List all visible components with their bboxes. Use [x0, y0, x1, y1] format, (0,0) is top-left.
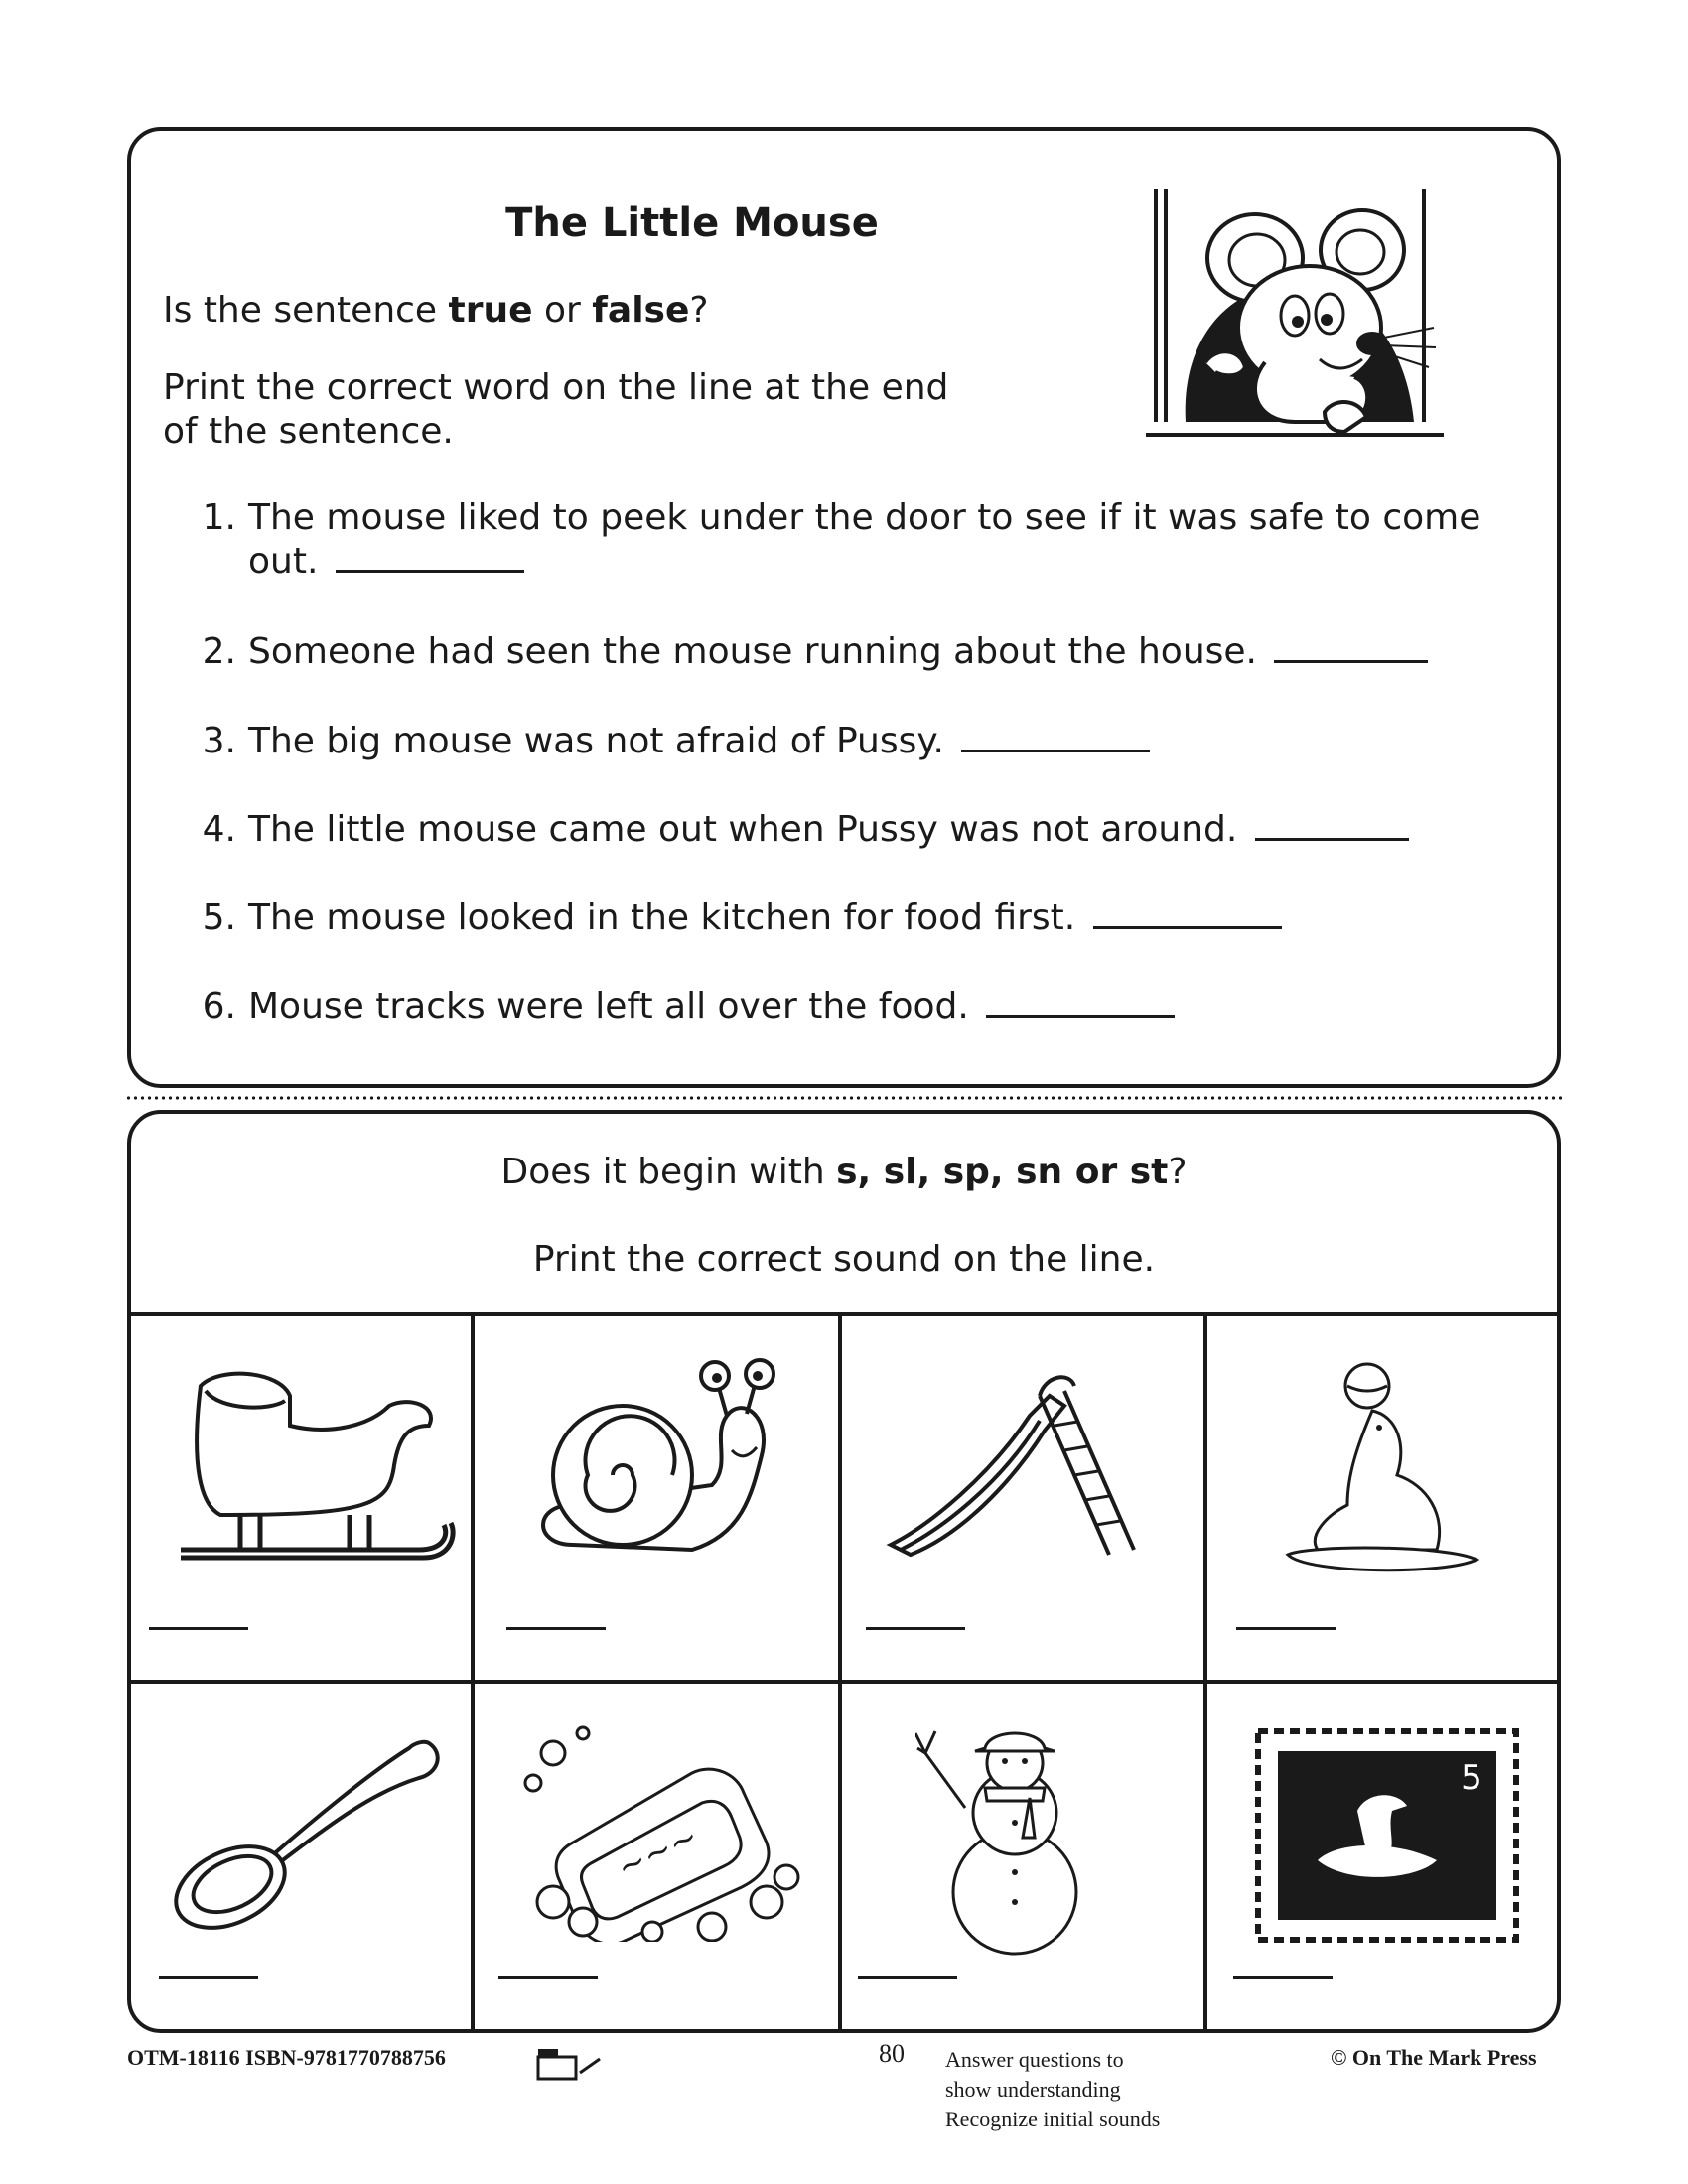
question-text: Someone had seen the mouse running about the house. [248, 631, 1257, 672]
question-text: Mouse tracks were left all over the food. [248, 986, 969, 1026]
instruction-sounds [131, 1152, 1557, 1192]
false-word: false [592, 290, 690, 331]
answer-line[interactable] [986, 985, 1175, 1018]
initial-sounds-section [127, 1110, 1561, 2033]
stamp-value: 5 [1461, 1758, 1482, 1798]
mouse-icon [1146, 189, 1444, 447]
answer-line[interactable] [1255, 808, 1409, 841]
true-word: true [448, 290, 533, 331]
sound-options: s, sl, sp, sn or st [836, 1152, 1169, 1192]
instruction-text: or [532, 290, 593, 331]
answer-line[interactable] [336, 540, 524, 573]
grid-divider [1203, 1316, 1207, 2033]
instruction-print-line1: Print the correct word on the line at the end [163, 367, 949, 408]
picture-grid [131, 1312, 1557, 2033]
question-text: The big mouse was not afraid of Pussy. [248, 721, 944, 761]
page-number: 80 [879, 2039, 905, 2068]
instruction-print-sound: Print the correct sound on the line. [532, 1239, 1156, 1280]
worksheet-title: The Little Mouse [505, 201, 879, 246]
sound-answer-line[interactable] [1236, 1627, 1336, 1630]
sound-answer-line[interactable] [506, 1627, 606, 1630]
sound-answer-line[interactable] [149, 1627, 248, 1630]
question-number: 1. [202, 497, 236, 538]
question-number: 5. [202, 897, 236, 938]
sound-answer-line[interactable] [866, 1627, 965, 1630]
question-text: The little mouse came out when Pussy was not around. [248, 809, 1238, 850]
question-number: 4. [202, 809, 236, 850]
instruction-true-false [163, 290, 709, 331]
grid-divider [131, 1680, 1557, 1684]
grid-divider [838, 1316, 842, 2033]
answer-line[interactable] [1093, 896, 1282, 929]
question-number: 2. [202, 631, 236, 672]
sound-answer-line[interactable] [1233, 1976, 1333, 1979]
sound-answer-line[interactable] [159, 1976, 258, 1979]
seal-icon [1248, 1356, 1526, 1584]
question-text: The mouse looked in the kitchen for food first. [248, 897, 1076, 938]
skill-text: Answer questions to [945, 2047, 1124, 2072]
skill-text: Recognize initial sounds [945, 2107, 1161, 2131]
product-code: OTM-18116 ISBN-9781770788756 [127, 2045, 446, 2070]
snail-icon [513, 1356, 791, 1574]
true-false-section [127, 127, 1561, 1088]
instruction-text: ? [1168, 1152, 1188, 1192]
grid-divider [471, 1316, 475, 2033]
slide-icon [871, 1356, 1179, 1574]
instruction-print-line2: of the sentence. [163, 411, 454, 452]
question-1 [187, 496, 1557, 584]
instruction-text: ? [689, 290, 709, 331]
dotted-divider [125, 1095, 1563, 1101]
instruction-text: Is the sentence [163, 290, 449, 331]
soap-icon [513, 1713, 801, 1942]
sound-answer-line[interactable] [498, 1976, 598, 1979]
question-6 [187, 985, 1557, 1028]
sled-icon [161, 1356, 459, 1574]
question-text: The mouse liked to peek under the door to see if it was safe to come out. [248, 497, 1481, 582]
book-logo-icon [534, 2045, 604, 2085]
question-3 [187, 720, 1557, 763]
sound-answer-line[interactable] [858, 1976, 957, 1979]
question-number: 6. [202, 986, 236, 1026]
snowman-icon [915, 1723, 1114, 1962]
question-2 [187, 630, 1557, 674]
answer-line[interactable] [961, 720, 1150, 752]
skills-list [945, 2045, 1160, 2134]
instruction-text: Does it begin with [500, 1152, 837, 1192]
stamp-icon [1248, 1721, 1526, 1950]
question-4 [187, 808, 1557, 852]
svg-text:~~~: ~~~ [611, 1816, 705, 1889]
question-5 [187, 896, 1557, 940]
spoon-icon [171, 1723, 449, 1942]
publisher: © On The Mark Press [1331, 2045, 1537, 2070]
question-number: 3. [202, 721, 236, 761]
answer-line[interactable] [1274, 630, 1428, 663]
skill-text: show understanding [945, 2077, 1121, 2102]
